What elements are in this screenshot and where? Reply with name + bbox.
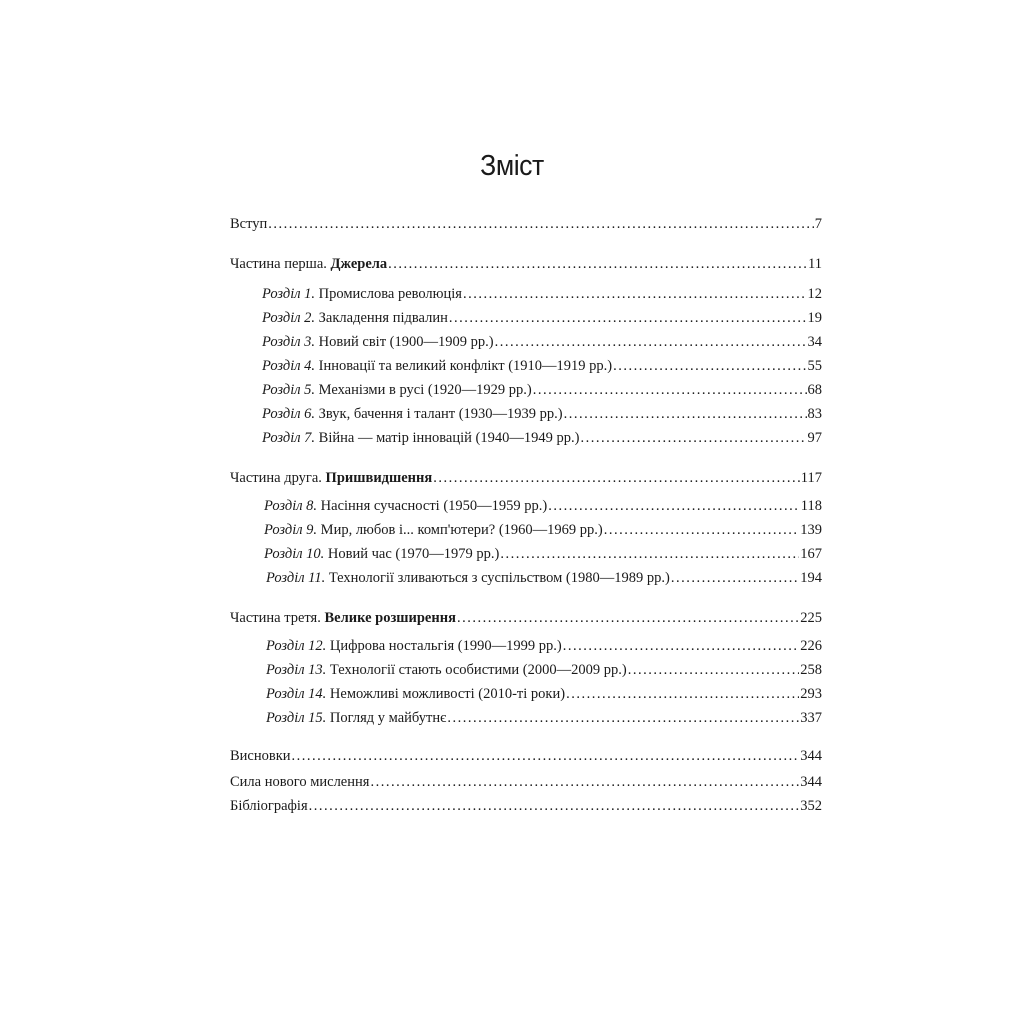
chapter-title: Неможливі можливості (2010-ті роки) — [326, 686, 566, 702]
page-number: 344 — [800, 774, 822, 790]
section-title: Сила нового мислення — [230, 774, 370, 790]
page-number: 118 — [800, 498, 822, 514]
chapter-title: Війна — матір інновацій (1940—1949 рр.) — [315, 430, 580, 446]
page-number: 12 — [807, 286, 822, 302]
toc-entry-label — [264, 519, 603, 541]
dot-leader — [500, 543, 799, 565]
page-number: 293 — [800, 686, 822, 702]
dot-leader — [457, 607, 799, 629]
toc-entry — [230, 253, 822, 275]
toc-entry — [230, 213, 822, 235]
chapter-title: Звук, бачення і талант (1930—1939 рр.) — [315, 406, 563, 422]
toc-entry — [264, 495, 822, 517]
dot-leader — [548, 495, 800, 517]
page-number: 337 — [800, 710, 822, 726]
toc-entry — [266, 635, 822, 657]
dot-leader — [604, 519, 800, 541]
chapter-number: Розділ 9. — [264, 522, 318, 538]
dot-leader — [671, 567, 799, 589]
toc-entry — [266, 683, 822, 705]
toc-entry-label — [266, 707, 446, 729]
chapter-title: Технології зливаються з суспільством (1980—1989 рр.) — [325, 570, 670, 586]
chapter-title: Мир, любов і... комп'ютери? (1960—1969 рр.) — [317, 522, 603, 538]
page-number: 55 — [807, 358, 822, 374]
chapter-title: Механізми в русі (1920—1929 рр.) — [315, 382, 532, 398]
part-number: Частина третя. — [230, 610, 325, 626]
dot-leader — [533, 379, 807, 401]
dot-leader — [463, 283, 807, 305]
dot-leader — [628, 659, 800, 681]
chapter-number: Розділ 14. — [266, 686, 327, 702]
toc-entry — [266, 567, 822, 589]
toc-entry-label — [230, 771, 369, 793]
toc-entry — [230, 467, 822, 489]
part-number: Частина перша. — [230, 256, 331, 272]
section-title: Бібліографія — [230, 798, 308, 814]
toc-entry — [230, 795, 822, 817]
toc-entry-label — [264, 495, 547, 517]
chapter-number: Розділ 3. — [262, 334, 316, 350]
dot-leader — [495, 331, 807, 353]
chapter-title: Інновації та великий конфлікт (1910—1919 рр.) — [315, 358, 613, 374]
toc-entry — [230, 745, 822, 767]
toc-entry — [262, 427, 822, 449]
chapter-number: Розділ 4. — [262, 358, 316, 374]
toc-entry — [230, 607, 822, 629]
toc-entry-label — [266, 659, 627, 681]
toc-entry-label — [264, 543, 499, 565]
toc-entry-label — [266, 567, 670, 589]
page-number: 7 — [814, 216, 822, 232]
chapter-number: Розділ 5. — [262, 382, 316, 398]
part-number: Частина друга. — [230, 470, 326, 486]
toc-entry — [262, 403, 822, 425]
dot-leader — [563, 635, 800, 657]
chapter-number: Розділ 13. — [266, 662, 327, 678]
page-number: 352 — [800, 798, 822, 814]
page-number: 167 — [800, 546, 822, 562]
chapter-number: Розділ 2. — [262, 310, 316, 326]
chapter-title: Закладення підвалин — [315, 310, 448, 326]
page-number: 226 — [800, 638, 822, 654]
toc-entry-label — [266, 683, 565, 705]
toc-entry — [262, 331, 822, 353]
chapter-number: Розділ 8. — [264, 498, 318, 514]
dot-leader — [370, 771, 799, 793]
dot-leader — [388, 253, 807, 275]
toc-entry-label — [262, 403, 563, 425]
toc-entry-label — [262, 307, 448, 329]
toc-entry — [262, 355, 822, 377]
toc-entry — [266, 707, 822, 729]
part-title: Велике розширення — [324, 610, 456, 626]
toc-entry — [262, 379, 822, 401]
page-number: 117 — [800, 470, 822, 486]
toc-entry-label — [262, 331, 494, 353]
chapter-number: Розділ 10. — [264, 546, 325, 562]
chapter-title: Новий час (1970—1979 рр.) — [324, 546, 500, 562]
page-number: 194 — [800, 570, 822, 586]
chapter-number: Розділ 1. — [262, 286, 316, 302]
page-number: 258 — [800, 662, 822, 678]
part-title: Джерела — [330, 256, 388, 272]
toc-entry — [264, 543, 822, 565]
dot-leader — [566, 683, 799, 705]
chapter-title: Промислова революція — [315, 286, 462, 302]
toc-entry-label — [230, 467, 432, 489]
page-number: 225 — [800, 610, 822, 626]
part-title: Пришвидшення — [325, 470, 433, 486]
toc-entry-label — [230, 213, 267, 235]
toc-entry — [264, 519, 822, 541]
page-number: 97 — [807, 430, 822, 446]
toc-entry-label — [230, 607, 456, 629]
toc-entry-label — [230, 745, 291, 767]
chapter-title: Цифрова ностальгія (1990—1999 рр.) — [326, 638, 562, 654]
dot-leader — [449, 307, 807, 329]
toc-entry-label — [266, 635, 562, 657]
page-number: 34 — [807, 334, 822, 350]
chapter-title: Погляд у майбутнє — [326, 710, 447, 726]
section-title: Вступ — [230, 216, 268, 232]
toc-entry — [262, 283, 822, 305]
dot-leader — [268, 213, 813, 235]
dot-leader — [433, 467, 800, 489]
dot-leader — [613, 355, 806, 377]
chapter-title: Насіння сучасності (1950—1959 рр.) — [317, 498, 548, 514]
toc-entry — [266, 659, 822, 681]
toc-entry-label — [262, 355, 612, 377]
toc-entry-label — [230, 795, 308, 817]
toc-entry — [262, 307, 822, 329]
page-number: 344 — [800, 748, 822, 764]
page-title: Зміст — [480, 150, 544, 182]
chapter-title: Технології стають особистими (2000—2009 рр.) — [326, 662, 627, 678]
chapter-number: Розділ 12. — [266, 638, 327, 654]
dot-leader — [564, 403, 807, 425]
toc-entry — [230, 771, 822, 793]
dot-leader — [447, 707, 799, 729]
section-title: Висновки — [230, 748, 291, 764]
chapter-number: Розділ 7. — [262, 430, 316, 446]
toc-entry-label — [262, 379, 532, 401]
toc-entry-label — [262, 427, 579, 449]
page-number: 19 — [807, 310, 822, 326]
dot-leader — [309, 795, 800, 817]
chapter-number: Розділ 15. — [266, 710, 327, 726]
chapter-title: Новий світ (1900—1909 рр.) — [315, 334, 494, 350]
chapter-number: Розділ 11. — [266, 570, 326, 586]
toc-entry-label — [262, 283, 462, 305]
dot-leader — [292, 745, 800, 767]
page-number: 139 — [800, 522, 822, 538]
chapter-number: Розділ 6. — [262, 406, 316, 422]
page-number: 11 — [808, 256, 822, 272]
toc-entry-label — [230, 253, 387, 275]
page-number: 83 — [807, 406, 822, 422]
page-number: 68 — [807, 382, 822, 398]
dot-leader — [580, 427, 806, 449]
